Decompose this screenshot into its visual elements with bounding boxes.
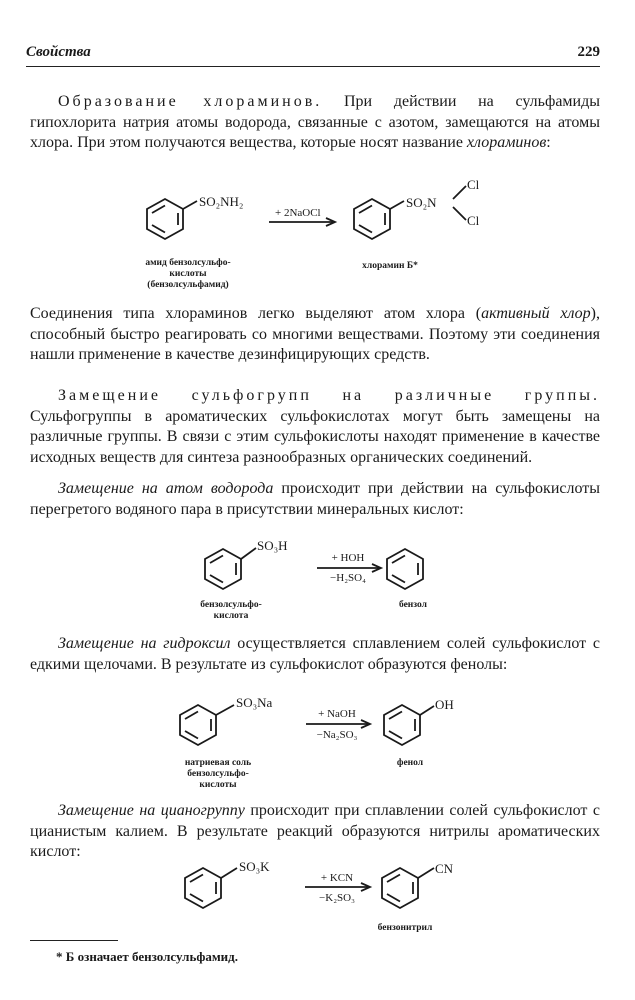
arrow-reaction-4 xyxy=(305,883,370,891)
paragraph-text: осуществляется сплавлением солей сульфокислот с едкими щелочами. В результате из сульфокислот образуются фенолы: xyxy=(30,635,600,673)
paragraph-heading: Образование хлораминов. xyxy=(58,93,323,110)
reaction-2-reactant-label: кислота xyxy=(213,611,249,621)
paragraph-text: При действии на сульфамиды гипохлорита натрия атомы водорода, связанные с азотом, замещаются на атомы хлора. При этом получаются вещества, которые носят название xyxy=(30,93,600,151)
benzene-ring-potassium-sulfonate xyxy=(185,868,237,908)
paragraph-text: : xyxy=(546,134,551,151)
arrow-reaction-3 xyxy=(306,720,370,728)
subheading-hydrogen: Замещение на атом водорода xyxy=(58,480,274,497)
reaction-3-reactant-label: натриевая соль xyxy=(184,758,252,768)
paragraph-hydroxyl-substitution xyxy=(30,634,600,675)
footnote-rule xyxy=(30,940,118,941)
reaction-1-reagent: + 2NaOCl xyxy=(275,207,321,219)
reaction-1-product-group: SO₂N xyxy=(406,195,437,210)
subheading-cyano: Замещение на цианогруппу xyxy=(58,802,245,819)
reaction-4-product-group: CN xyxy=(435,861,454,876)
arrow-reaction-1 xyxy=(269,218,335,226)
reaction-2-reactant-label: бензолсульфо- xyxy=(200,600,262,610)
paragraph-text: Сульфогруппы в ароматических сульфокислотах могут быть замещены на различные группы. В связи с этим сульфокислоты находят применение в качестве исходных веществ для синтеза разнообразных органических соединений. xyxy=(30,407,600,466)
paragraph-cyano-substitution xyxy=(30,801,600,863)
reaction-2-reagent-bottom: −H₂SO₄ xyxy=(330,572,366,584)
reaction-3-reagent-bottom: −Na₂SO₃ xyxy=(316,729,358,741)
reaction-2-reagent-top: + HOH xyxy=(331,552,365,564)
reaction-2-reactant-group: SO₃H xyxy=(257,538,288,553)
arrow-reaction-2 xyxy=(317,564,381,572)
reaction-3-reactant-label: кислоты xyxy=(199,780,237,790)
reaction-3-reagent-top: + NaOH xyxy=(318,708,356,720)
benzene-ring-phenol xyxy=(384,705,434,745)
reaction-4-reagent-top: + KCN xyxy=(320,872,354,884)
paragraph-sulfo-substitution xyxy=(30,386,600,468)
reaction-4-reagent-bottom: −K₂SO₃ xyxy=(319,892,355,904)
term-chloramines: хлораминов xyxy=(466,134,547,151)
paragraph-text: происходит при действии на сульфокислоты перегретого водяного пара в присутствии минеральных кислот: xyxy=(30,480,600,518)
reaction-3-reactant-group: SO₃Na xyxy=(236,695,273,710)
section-title: Свойства xyxy=(26,44,91,60)
paragraph-hydrogen-substitution xyxy=(30,479,600,520)
paragraph-heading: Замещение сульфогрупп на различные группы. xyxy=(58,387,600,404)
page-number: 229 xyxy=(577,44,600,60)
benzene-ring-chloramine-b xyxy=(354,186,466,239)
reaction-3-product-group: OH xyxy=(435,697,454,712)
benzene-ring-benzene xyxy=(387,549,423,589)
reaction-4-product-label: бензонитрил xyxy=(377,923,433,933)
reaction-3-reactant-label: бензолсульфо- xyxy=(187,769,249,779)
paragraph-active-chlorine xyxy=(30,304,600,366)
paragraph-text: Соединения типа хлораминов легко выделяют атом хлора ( xyxy=(30,305,482,322)
benzene-ring-benzonitrile xyxy=(382,868,434,908)
benzene-ring-benzenesulfonic-acid xyxy=(205,548,256,589)
reaction-1-chlorine-1: Cl xyxy=(467,177,480,192)
reaction-3-product-label: фенол xyxy=(396,758,424,768)
benzene-ring-sodium-sulfonate xyxy=(180,705,234,745)
benzene-ring-benzenesulfonamide xyxy=(147,199,197,239)
paragraph-text: происходит при сплавлении солей сульфокислот с цианистым калием. В результате реакций образуются нитрилы ароматических кислот: xyxy=(30,802,600,860)
subheading-hydroxyl: Замещение на гидроксил xyxy=(58,635,231,652)
reaction-2-product-label: бензол xyxy=(398,600,428,610)
reaction-1-reactant-label: (бензолсульфамид) xyxy=(147,280,229,290)
reaction-1-reactant-label: кислоты xyxy=(169,269,207,279)
term-active-chlorine: активный хлор xyxy=(481,305,591,322)
reaction-1-reactant-label: амид бензолсульфо- xyxy=(145,258,231,268)
paragraph-text: ), способный быстро реагировать со многими веществами. Поэтому эти соединения нашли применение в качестве дезинфицирующих средств. xyxy=(30,305,600,363)
reaction-1-product-label: хлорамин Б* xyxy=(362,261,418,271)
footnote: * Б означает бензолсульфамид. xyxy=(56,949,238,964)
reaction-1-chlorine-2: Cl xyxy=(467,213,480,228)
reaction-1-reactant-group: SO₂NH₂ xyxy=(199,194,244,209)
reaction-4-reactant-group: SO₃K xyxy=(239,859,270,874)
